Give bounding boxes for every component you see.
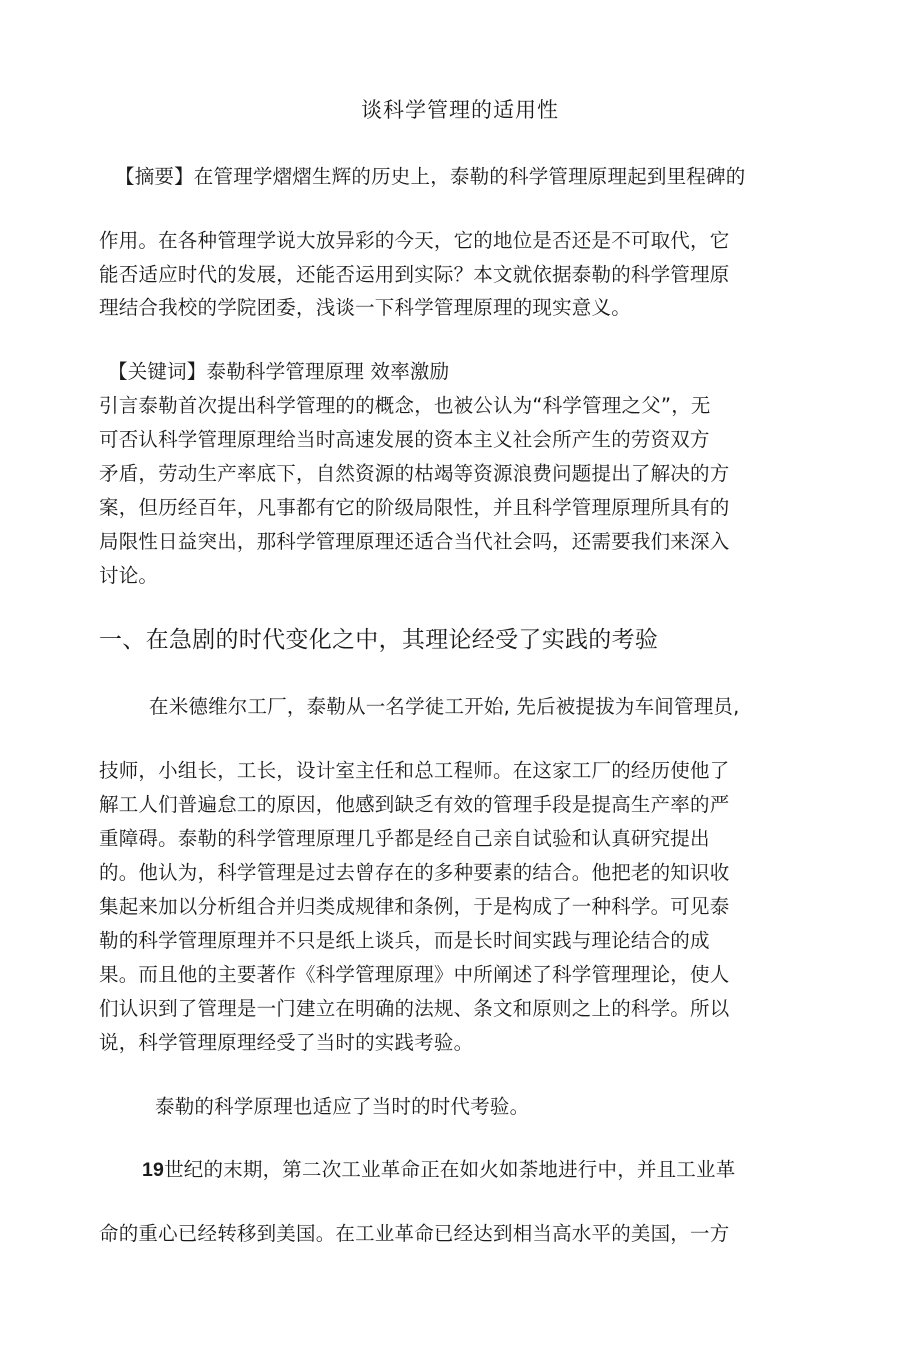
para1-line-2: 技师，小组长，工长，设计室主任和总工程师。在这家工厂的经历使他了 — [99, 759, 730, 782]
para1-line-6: 集起来加以分析组合并归类成规律和条例，于是构成了一种科学。可见泰 — [99, 895, 730, 918]
para2-line: 泰勒的科学原理也适应了当时的时代考验。 — [155, 1095, 530, 1118]
abstract-line-2: 作用。在各种管理学说大放异彩的今天，它的地位是否还是不可取代，它 — [99, 229, 730, 252]
intro-line-3: 矛盾，劳动生产率底下，自然资源的枯竭等资源浪费问题提出了解决的方 — [99, 462, 730, 485]
para1-line-10: 说，科学管理原理经受了当时的实践考验。 — [99, 1031, 474, 1054]
intro-line-6: 讨论。 — [99, 564, 159, 587]
abstract-line-1: 【摘要】在管理学熠熠生辉的历史上，泰勒的科学管理原理起到里程碑的 — [115, 165, 746, 188]
para3-line-1-text: 世纪的末期，第二次工业革命正在如火如荼地进行中，并且工业革 — [164, 1158, 736, 1181]
para1-line-9: 们认识到了管理是一门建立在明确的法规、条文和原则之上的科学。所以 — [99, 997, 730, 1020]
intro-line-4: 案，但历经百年，凡事都有它的阶级局限性，并且科学管理原理所具有的 — [99, 496, 730, 519]
para1-line-3: 解工人们普遍怠工的原因，他感到缺乏有效的管理手段是提高生产率的严 — [99, 793, 730, 816]
para3-line-2: 命的重心已经转移到美国。在工业革命已经达到相当高水平的美国，一方 — [99, 1222, 730, 1245]
century-number: 19 — [142, 1159, 165, 1181]
abstract-line-3: 能否适应时代的发展，还能否运用到实际？本文就依据泰勒的科学管理原 — [99, 263, 730, 286]
para1-line-5: 的。他认为，科学管理是过去曾存在的多种要素的结合。他把老的知识收 — [99, 861, 730, 884]
para1-line-7: 勒的科学管理原理并不只是纸上谈兵，而是长时间实践与理论结合的成 — [99, 929, 710, 952]
section-heading: 一、在急剧的时代变化之中，其理论经受了实践的考验 — [99, 627, 659, 653]
abstract-line-4: 理结合我校的学院团委，浅谈一下科学管理原理的现实意义。 — [99, 296, 631, 319]
intro-line-5: 局限性日益突出，那科学管理原理还适合当代社会吗，还需要我们来深入 — [99, 530, 730, 553]
para3-line-1 — [142, 1158, 735, 1182]
keywords-line: 【关键词】泰勒科学管理原理 效率激励 — [108, 360, 450, 383]
para1-line-4: 重障碍。泰勒的科学管理原理几乎都是经自己亲自试验和认真研究提出 — [99, 827, 710, 850]
para1-line-1: 在米德维尔工厂，泰勒从一名学徒工开始, 先后被提拔为车间管理员, — [149, 695, 740, 718]
intro-line-1: 引言泰勒首次提出科学管理的的概念，也被公认为“科学管理之父”，无 — [99, 394, 711, 417]
document-title: 谈科学管理的适用性 — [361, 98, 559, 122]
intro-line-2: 可否认科学管理原理给当时高速发展的资本主义社会所产生的劳资双方 — [99, 428, 710, 451]
para1-line-8: 果。而且他的主要著作《科学管理原理》中所阐述了科学管理理论，使人 — [99, 963, 730, 986]
